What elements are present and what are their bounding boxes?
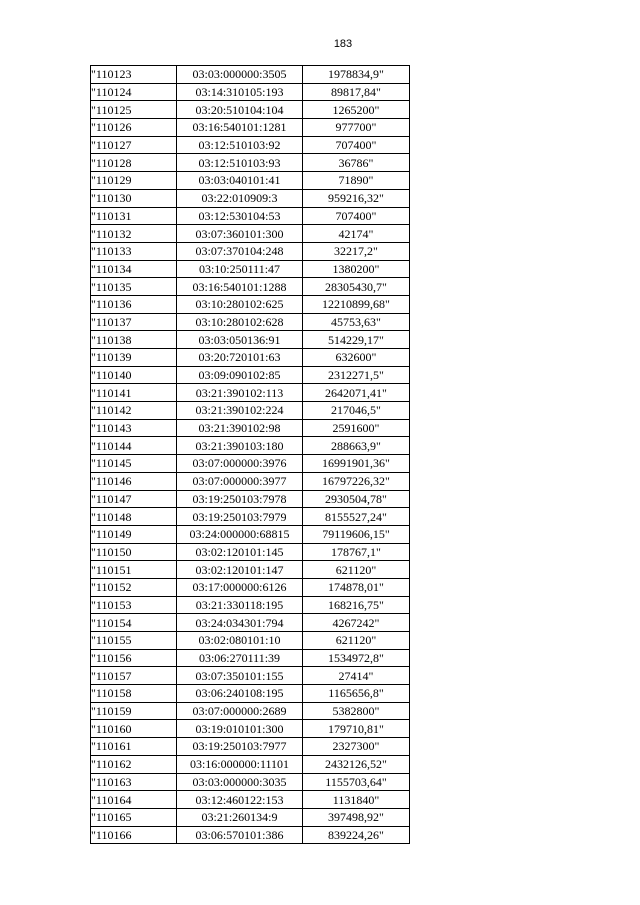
table-row xyxy=(91,455,410,473)
value-cell: 178767,1" xyxy=(303,543,410,561)
row-id-cell: "110166 xyxy=(91,826,177,844)
table-row xyxy=(91,260,410,278)
cadastral-number-cell: 03:14:310105:193 xyxy=(177,83,303,101)
cadastral-number-cell: 03:17:000000:6126 xyxy=(177,578,303,596)
row-id-cell: "110149 xyxy=(91,525,177,543)
page-number: 183 xyxy=(333,38,353,50)
value-cell: 707400" xyxy=(303,207,410,225)
value-cell: 1165656,8" xyxy=(303,685,410,703)
cadastral-number-cell: 03:22:010909:3 xyxy=(177,189,303,207)
cadastral-number-cell: 03:19:010101:300 xyxy=(177,720,303,738)
value-cell: 977700" xyxy=(303,119,410,137)
cadastral-number-cell: 03:16:000000:11101 xyxy=(177,755,303,773)
row-id-cell: "110159 xyxy=(91,702,177,720)
cadastral-number-cell: 03:21:390102:98 xyxy=(177,419,303,437)
value-cell: 1155703,64" xyxy=(303,773,410,791)
table-row xyxy=(91,614,410,632)
value-cell: 621120" xyxy=(303,632,410,650)
value-cell: 397498,92" xyxy=(303,808,410,826)
cadastral-number-cell: 03:10:280102:625 xyxy=(177,295,303,313)
table-row xyxy=(91,331,410,349)
cadastral-number-cell: 03:03:050136:91 xyxy=(177,331,303,349)
table-row xyxy=(91,313,410,331)
value-cell: 288663,9" xyxy=(303,437,410,455)
value-cell: 89817,84" xyxy=(303,83,410,101)
row-id-cell: "110165 xyxy=(91,808,177,826)
cadastral-number-cell: 03:21:390102:113 xyxy=(177,384,303,402)
cadastral-number-cell: 03:21:330118:195 xyxy=(177,596,303,614)
cadastral-number-cell: 03:20:720101:63 xyxy=(177,349,303,367)
value-cell: 79119606,15" xyxy=(303,525,410,543)
table-row xyxy=(91,702,410,720)
value-cell: 707400" xyxy=(303,136,410,154)
value-cell: 621120" xyxy=(303,561,410,579)
cadastral-number-cell: 03:07:350101:155 xyxy=(177,667,303,685)
row-id-cell: "110138 xyxy=(91,331,177,349)
row-id-cell: "110124 xyxy=(91,83,177,101)
value-cell: 28305430,7" xyxy=(303,278,410,296)
value-cell: 16797226,32" xyxy=(303,472,410,490)
value-cell: 2312271,5" xyxy=(303,366,410,384)
value-cell: 168216,75" xyxy=(303,596,410,614)
row-id-cell: "110139 xyxy=(91,349,177,367)
table-row xyxy=(91,437,410,455)
table-row xyxy=(91,791,410,809)
row-id-cell: "110158 xyxy=(91,685,177,703)
table-row xyxy=(91,596,410,614)
row-id-cell: "110147 xyxy=(91,490,177,508)
table-row xyxy=(91,207,410,225)
row-id-cell: "110125 xyxy=(91,101,177,119)
cadastral-number-cell: 03:19:250103:7978 xyxy=(177,490,303,508)
cadastral-number-cell: 03:02:120101:145 xyxy=(177,543,303,561)
row-id-cell: "110157 xyxy=(91,667,177,685)
cadastral-number-cell: 03:24:034301:794 xyxy=(177,614,303,632)
row-id-cell: "110128 xyxy=(91,154,177,172)
cadastral-number-cell: 03:06:570101:386 xyxy=(177,826,303,844)
row-id-cell: "110131 xyxy=(91,207,177,225)
value-cell: 514229,17" xyxy=(303,331,410,349)
table-row xyxy=(91,278,410,296)
row-id-cell: "110132 xyxy=(91,225,177,243)
table-row xyxy=(91,189,410,207)
cadastral-number-cell: 03:12:510103:92 xyxy=(177,136,303,154)
value-cell: 1265200" xyxy=(303,101,410,119)
data-table xyxy=(90,65,410,844)
row-id-cell: "110156 xyxy=(91,649,177,667)
cadastral-number-cell: 03:21:390103:180 xyxy=(177,437,303,455)
cadastral-number-cell: 03:10:280102:628 xyxy=(177,313,303,331)
table-row xyxy=(91,295,410,313)
table-row xyxy=(91,419,410,437)
table-row xyxy=(91,101,410,119)
table-row xyxy=(91,667,410,685)
row-id-cell: "110154 xyxy=(91,614,177,632)
cadastral-number-cell: 03:07:000000:2689 xyxy=(177,702,303,720)
value-cell: 1380200" xyxy=(303,260,410,278)
row-id-cell: "110142 xyxy=(91,402,177,420)
cadastral-number-cell: 03:12:510103:93 xyxy=(177,154,303,172)
value-cell: 45753,63" xyxy=(303,313,410,331)
row-id-cell: "110126 xyxy=(91,119,177,137)
row-id-cell: "110127 xyxy=(91,136,177,154)
row-id-cell: "110161 xyxy=(91,738,177,756)
cadastral-number-cell: 03:07:370104:248 xyxy=(177,242,303,260)
table-row xyxy=(91,738,410,756)
value-cell: 5382800" xyxy=(303,702,410,720)
value-cell: 42174" xyxy=(303,225,410,243)
cadastral-number-cell: 03:07:000000:3977 xyxy=(177,472,303,490)
cadastral-number-cell: 03:03:000000:3035 xyxy=(177,773,303,791)
row-id-cell: "110144 xyxy=(91,437,177,455)
table-row xyxy=(91,242,410,260)
cadastral-number-cell: 03:10:250111:47 xyxy=(177,260,303,278)
value-cell: 2591600" xyxy=(303,419,410,437)
row-id-cell: "110163 xyxy=(91,773,177,791)
row-id-cell: "110129 xyxy=(91,172,177,190)
table-row xyxy=(91,119,410,137)
table-row xyxy=(91,808,410,826)
table-row xyxy=(91,561,410,579)
row-id-cell: "110143 xyxy=(91,419,177,437)
cadastral-number-cell: 03:07:000000:3976 xyxy=(177,455,303,473)
cadastral-number-cell: 03:21:260134:9 xyxy=(177,808,303,826)
cadastral-number-cell: 03:21:390102:224 xyxy=(177,402,303,420)
table-row xyxy=(91,525,410,543)
value-cell: 217046,5" xyxy=(303,402,410,420)
table-row xyxy=(91,349,410,367)
table-row xyxy=(91,154,410,172)
cadastral-number-cell: 03:12:460122:153 xyxy=(177,791,303,809)
table-row xyxy=(91,773,410,791)
cadastral-number-cell: 03:03:000000:3505 xyxy=(177,66,303,84)
value-cell: 1978834,9" xyxy=(303,66,410,84)
row-id-cell: "110145 xyxy=(91,455,177,473)
table-row xyxy=(91,490,410,508)
cadastral-number-cell: 03:02:080101:10 xyxy=(177,632,303,650)
value-cell: 1534972,8" xyxy=(303,649,410,667)
value-cell: 2642071,41" xyxy=(303,384,410,402)
table-row xyxy=(91,402,410,420)
value-cell: 27414" xyxy=(303,667,410,685)
table-row xyxy=(91,472,410,490)
value-cell: 2327300" xyxy=(303,738,410,756)
table-row xyxy=(91,136,410,154)
value-cell: 1131840" xyxy=(303,791,410,809)
value-cell: 16991901,36" xyxy=(303,455,410,473)
value-cell: 8155527,24" xyxy=(303,508,410,526)
value-cell: 32217,2" xyxy=(303,242,410,260)
table-row xyxy=(91,720,410,738)
table-row xyxy=(91,578,410,596)
cadastral-number-cell: 03:19:250103:7979 xyxy=(177,508,303,526)
table-row xyxy=(91,172,410,190)
table-row xyxy=(91,755,410,773)
table-row xyxy=(91,685,410,703)
value-cell: 632600" xyxy=(303,349,410,367)
cadastral-number-cell: 03:24:000000:68815 xyxy=(177,525,303,543)
value-cell: 36786" xyxy=(303,154,410,172)
cadastral-number-cell: 03:20:510104:104 xyxy=(177,101,303,119)
row-id-cell: "110140 xyxy=(91,366,177,384)
row-id-cell: "110150 xyxy=(91,543,177,561)
value-cell: 4267242" xyxy=(303,614,410,632)
value-cell: 71890" xyxy=(303,172,410,190)
cadastral-number-cell: 03:19:250103:7977 xyxy=(177,738,303,756)
cadastral-number-cell: 03:09:090102:85 xyxy=(177,366,303,384)
value-cell: 174878,01" xyxy=(303,578,410,596)
table-row xyxy=(91,66,410,84)
row-id-cell: "110123 xyxy=(91,66,177,84)
row-id-cell: "110146 xyxy=(91,472,177,490)
cadastral-number-cell: 03:12:530104:53 xyxy=(177,207,303,225)
cadastral-number-cell: 03:16:540101:1281 xyxy=(177,119,303,137)
row-id-cell: "110151 xyxy=(91,561,177,579)
cadastral-number-cell: 03:16:540101:1288 xyxy=(177,278,303,296)
table-row xyxy=(91,508,410,526)
cadastral-number-cell: 03:03:040101:41 xyxy=(177,172,303,190)
row-id-cell: "110162 xyxy=(91,755,177,773)
row-id-cell: "110137 xyxy=(91,313,177,331)
cadastral-number-cell: 03:06:240108:195 xyxy=(177,685,303,703)
cadastral-number-cell: 03:02:120101:147 xyxy=(177,561,303,579)
row-id-cell: "110136 xyxy=(91,295,177,313)
table-row xyxy=(91,366,410,384)
table-body xyxy=(91,66,410,844)
table-row xyxy=(91,632,410,650)
row-id-cell: "110160 xyxy=(91,720,177,738)
value-cell: 2930504,78" xyxy=(303,490,410,508)
row-id-cell: "110152 xyxy=(91,578,177,596)
row-id-cell: "110141 xyxy=(91,384,177,402)
row-id-cell: "110155 xyxy=(91,632,177,650)
table-row xyxy=(91,649,410,667)
row-id-cell: "110134 xyxy=(91,260,177,278)
value-cell: 959216,32" xyxy=(303,189,410,207)
value-cell: 179710,81" xyxy=(303,720,410,738)
cadastral-number-cell: 03:07:360101:300 xyxy=(177,225,303,243)
row-id-cell: "110133 xyxy=(91,242,177,260)
value-cell: 2432126,52" xyxy=(303,755,410,773)
row-id-cell: "110153 xyxy=(91,596,177,614)
table-row xyxy=(91,384,410,402)
row-id-cell: "110135 xyxy=(91,278,177,296)
row-id-cell: "110164 xyxy=(91,791,177,809)
value-cell: 839224,26" xyxy=(303,826,410,844)
row-id-cell: "110130 xyxy=(91,189,177,207)
row-id-cell: "110148 xyxy=(91,508,177,526)
table-row xyxy=(91,225,410,243)
table-row xyxy=(91,543,410,561)
table-row xyxy=(91,83,410,101)
value-cell: 12210899,68" xyxy=(303,295,410,313)
table-row xyxy=(91,826,410,844)
cadastral-number-cell: 03:06:270111:39 xyxy=(177,649,303,667)
